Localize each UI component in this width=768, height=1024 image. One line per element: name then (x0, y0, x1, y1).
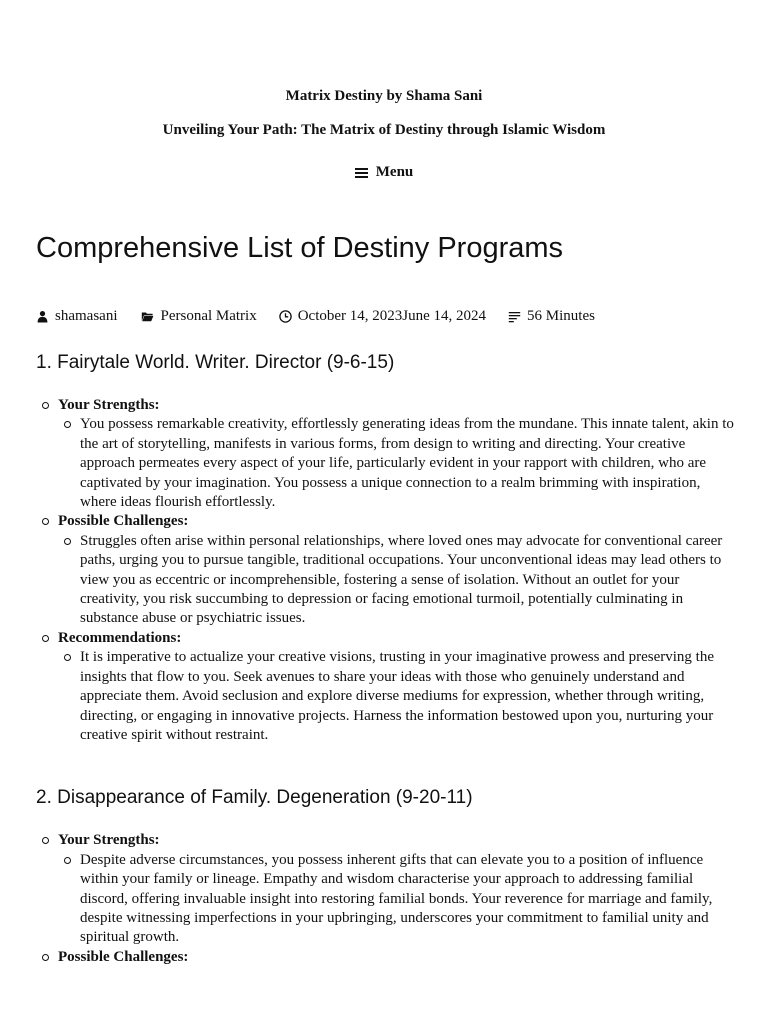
user-icon (36, 310, 49, 323)
strengths-label: Your Strengths: (58, 397, 160, 413)
meta-date (279, 306, 486, 326)
strengths-list (58, 851, 738, 948)
hamburger-icon (355, 167, 368, 178)
site-title[interactable]: Matrix Destiny by Shama Sani (285, 88, 483, 104)
meta-reading-time (508, 306, 595, 326)
folder-icon (141, 310, 154, 323)
strengths-text: Despite adverse circumstances, you possess inherent gifts that can elevate you to a position of influence within your family or lineage. Empathy and wisdom characterise your approach to addressing familial discord, offering invaluable insight into restoring familial bonds. Your reverence for marriage and family, despite witnessing imperfections in your upbringing, underscores your commitment to familial unity and spiritual growth. (80, 851, 738, 948)
list-item (58, 512, 738, 628)
author-link[interactable]: shamasani (55, 308, 118, 324)
strengths-text: You possess remarkable creativity, effortlessly generating ideas from the mundane. This innate talent, akin to the art of storytelling, manifests in various forms, from design to writing and directing. Your creative approach permeates every aspect of your life, particularly evident in your rapport with children, who are captivated by your imagination. You possess a unique connection to a realm brimming with inspiration, where ideas flourish effortlessly. (80, 415, 738, 512)
clock-icon (279, 310, 292, 323)
list-item (58, 948, 738, 967)
site-tagline: Unveiling Your Path: The Matrix of Destiny through Islamic Wisdom (162, 122, 606, 138)
menu-button[interactable] (355, 162, 414, 182)
challenges-text: Struggles often arise within personal relationships, where loved ones may advocate for conventional career paths, urging you to pursue tangible, traditional occupations. Your unconventional ideas may lead others to view you as eccentric or incomprehensible, fostering a sense of isolation. Without an outlet for your creativity, you risk succumbing to depression or facing emotional turmoil, potentially culminating in substance abuse or psychiatric issues. (80, 532, 738, 629)
date-link[interactable]: October 14, 2023June 14, 2024 (297, 308, 487, 324)
challenges-list (58, 532, 738, 629)
program-heading: 1. Fairytale World. Writer. Director (9-6-15) (36, 352, 395, 373)
post-content (36, 228, 738, 967)
program-details (36, 831, 738, 967)
reading-time: 56 Minutes (527, 308, 595, 324)
list-item (58, 629, 738, 745)
challenges-label: Possible Challenges: (58, 513, 189, 530)
program-details (36, 396, 738, 745)
list-item (58, 831, 738, 947)
menu-label: Menu (375, 164, 414, 180)
site-header (0, 0, 768, 183)
page-title: Comprehensive List of Destiny Programs (36, 232, 564, 264)
recommendations-label: Recommendations: (58, 629, 182, 646)
recommendations-text: It is imperative to actualize your creative visions, trusting in your imaginative prowess and preserving the insights that flow to you. Seek avenues to share your ideas with those who genuinely understand and appreciate them. Avoid seclusion and explore diverse mediums for expression, whether through writing, directing, or engaging in innovative projects. Harness the information bestowed upon you, nurturing your creative spirit without restraint. (80, 648, 738, 745)
reading-time-icon (508, 310, 521, 323)
meta-category (141, 306, 256, 326)
category-link[interactable]: Personal Matrix (160, 308, 257, 324)
program-heading: 2. Disappearance of Family. Degeneration (9-20-11) (36, 787, 473, 809)
challenges-label: Possible Challenges: (58, 948, 189, 965)
post-meta (36, 306, 738, 326)
recommendations-list (58, 648, 738, 745)
strengths-list (58, 415, 738, 512)
strengths-label: Your Strengths: (58, 832, 160, 849)
meta-author (36, 306, 117, 326)
list-item (58, 396, 738, 512)
